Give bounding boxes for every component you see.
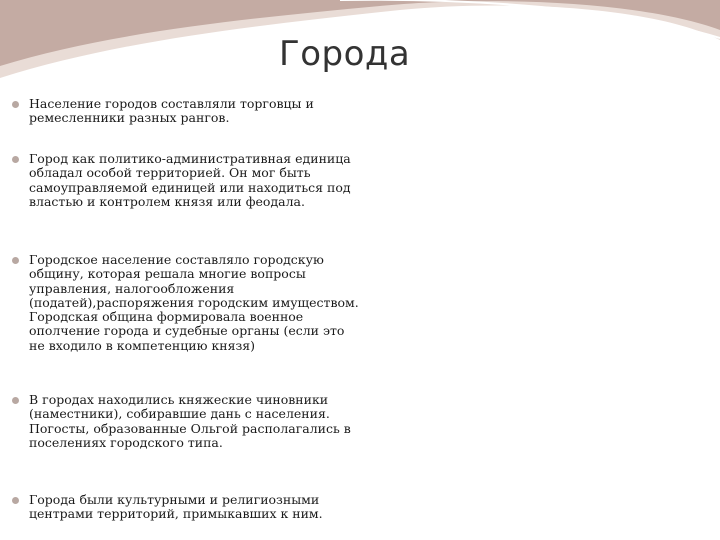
bullet-text-4: В городах находились княжеские чиновники (наместники), собиравшие дань с населения. Погосты, образованные Ольгой располагались в поселениях городского типа. <box>29 392 351 450</box>
bullet-text-5: Города были культурными и религиозными центрами территорий, примыкавших к ним. <box>29 492 323 522</box>
bullet-dot-2 <box>12 156 19 163</box>
bullet-dot-3 <box>12 257 19 264</box>
bullet-text-3: Городское население составляло городскую общину, которая решала многие вопросы управления, налогообложения (податей),распоряжения городским имуществом. Городская община формировала военное ополчение города и судебные органы (если это не входило в компетенцию князя) <box>29 252 359 353</box>
slide-title: Города <box>279 34 411 74</box>
bullet-text-1: Население городов составляли торговцы и ремесленники разных рангов. <box>29 96 314 126</box>
bullet-text-2: Город как политико-административная единица обладал особой территорией. Он мог быть самоуправляемой единицей или находиться под властью и контролем князя или феодала. <box>29 151 351 209</box>
bullet-dot-4 <box>12 397 19 404</box>
bullet-dot-5 <box>12 497 19 504</box>
bullet-dot-1 <box>12 101 19 108</box>
